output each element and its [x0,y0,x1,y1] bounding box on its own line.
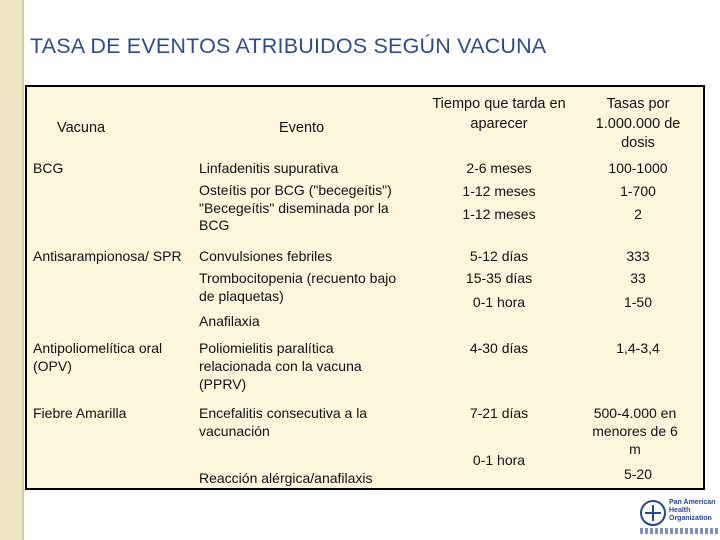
logo-text [669,499,719,523]
header-vacuna: Vacuna [57,120,106,136]
row-opv-evento-1: Poliomielitis paralítica relacionada con la vacuna (PPRV) [199,340,362,393]
row-bcg-tiempo-3: 1-12 meses [462,206,536,222]
header-evento: Evento [279,120,325,136]
row-spr-evento-3: Anafilaxia [199,313,260,329]
row-spr-vacuna: Antisarampionosa/ SPR [33,248,182,264]
page-title: TASA DE EVENTOS ATRIBUIDOS SEGÚN VACUNA [30,34,547,58]
row-opv-vacuna: Antipoliomelítica oral (OPV) [33,340,163,375]
row-fa-evento-1: Encefalitis consecutiva a la vacunación [199,405,368,440]
paho-logo [640,492,720,538]
row-bcg-evento-2: Osteítis por BCG ("becegeítis") "Becegeítis" diseminada por la BCG [199,182,392,233]
events-table [25,85,705,490]
logo-line-1: Pan American [669,499,716,506]
row-fa-tasa-2: 5-20 [623,466,653,482]
row-fa-evento-2: Reacción alérgica/anafilaxis [199,470,373,486]
row-bcg-tasa-1: 100-1000 [608,160,668,176]
globe-icon [640,500,666,526]
row-spr-tasa-2: 33 [630,270,646,286]
row-spr-tiempo-1: 5-12 días [469,248,529,264]
row-spr-evento-2: Trombocitopenia (recuento bajo de plaquetas) [199,270,397,305]
row-opv-tiempo-1: 4-30 días [469,340,529,356]
row-spr-tiempo-2: 15-35 días [465,270,533,286]
logo-line-3: Organization [669,515,712,522]
row-bcg-tiempo-2: 1-12 meses [462,183,536,199]
row-spr-tasa-3: 1-50 [623,294,653,310]
row-spr-tasa-1: 333 [626,248,650,264]
row-fa-tasa-1: 500-4.000 en menores de 6 m [592,405,678,458]
decorative-left-band [0,0,22,540]
logo-line-2: Health [669,507,691,514]
decorative-left-line [22,0,24,540]
row-bcg-tiempo-1: 2-6 meses [466,160,532,176]
header-tasas: Tasas por 1.000.000 de dosis [595,96,681,152]
row-opv-tasa-1: 1,4-3,4 [616,340,660,356]
row-bcg-vacuna: BCG [33,160,64,176]
row-fa-tiempo-2: 0-1 hora [472,452,526,468]
row-fa-tiempo-1: 7-21 días [469,405,529,421]
logo-subtext-decoration [640,528,720,534]
row-fa-vacuna: Fiebre Amarilla [33,405,127,421]
row-spr-evento-1: Convulsiones febriles [199,248,333,264]
header-tiempo: Tiempo que tarda en aparecer [432,96,566,132]
row-bcg-tasa-2: 1-700 [620,183,656,199]
row-bcg-evento-1: Linfadenitis supurativa [199,160,339,176]
row-bcg-tasa-3: 2 [634,206,642,222]
row-spr-tiempo-3: 0-1 hora [472,294,526,310]
